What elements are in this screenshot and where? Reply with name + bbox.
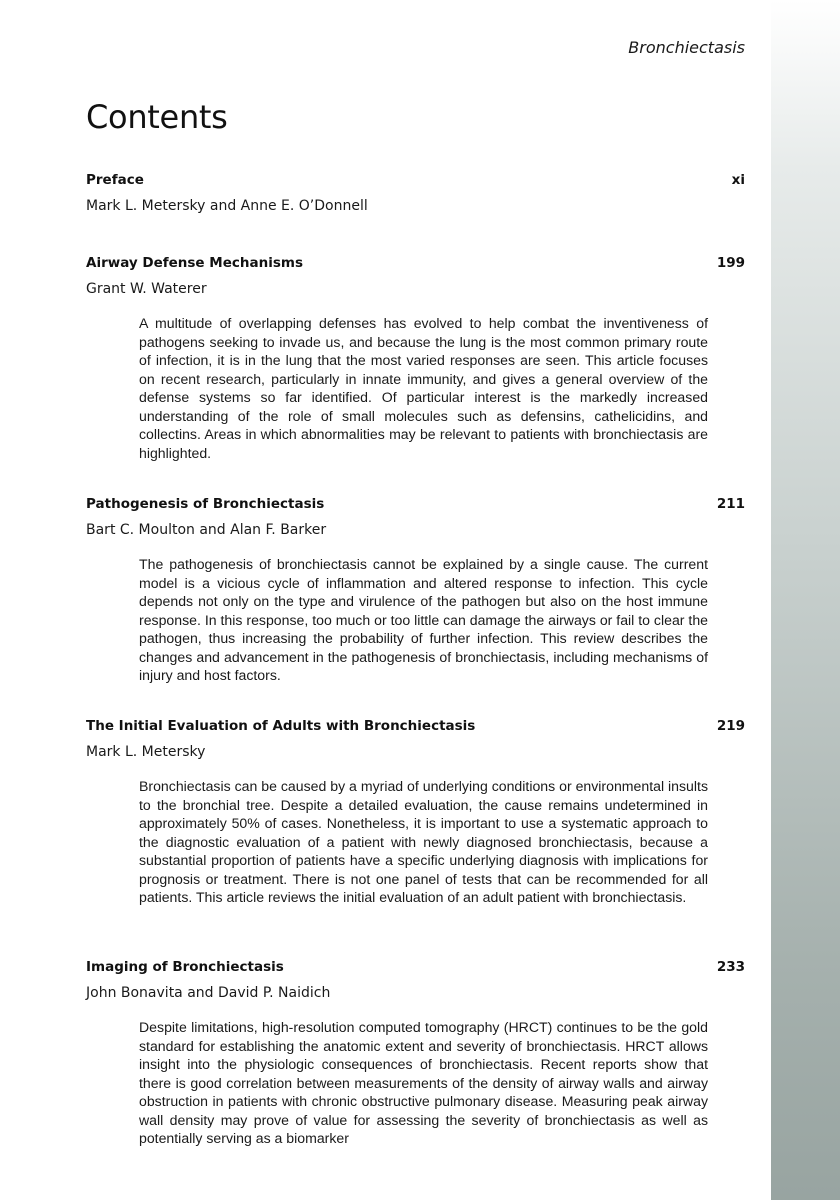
entry-header [86,496,745,516]
entry-abstract: A multitude of overlapping defenses has evolved to help combat the inventiveness of pathogens seeking to invade us, and because the lung is the most common primary route of infection, it is in the lung that the most varied responses are seen. This article focuses on recent research, particularly in innate immunity, and gives a general overview of the defense systems so far identified. Of particular interest is the markedly increased understanding of the role of small molecules such as defensins, cathelicidins, and collectins. Areas in which abnormalities may be relevant to patients with bronchiectasis are highlighted. [139,315,708,461]
entry-authors: Bart C. Moulton and Alan F. Barker [86,522,327,538]
entry-page-number: 233 [716,959,745,975]
entry-title[interactable]: Airway Defense Mechanisms [86,255,303,271]
entry-title[interactable]: Preface [86,172,144,188]
entry-authors: Mark L. Metersky and Anne E. O’Donnell [86,198,368,214]
entry-title[interactable]: Pathogenesis of Bronchiectasis [86,496,325,512]
entry-abstract: Bronchiectasis can be caused by a myriad of underlying conditions or environmental insults to the bronchial tree. Despite a detailed evaluation, the cause remains undetermined in approximately 50% of cases. Nonetheless, it is important to use a systematic approach to the diagnostic evaluation of a patient with newly diagnosed bronchiectasis, because a substantial proportion of patients have a specific underlying diagnosis with implications for prognosis or treatment. There is not one panel of tests that can be recommended for all patients. This article reviews the initial evaluation of an adult patient with bronchiectasis. [139,778,708,905]
entry-abstract: Despite limitations, high-resolution computed tomography (HRCT) continues to be the gold standard for establishing the anatomic extent and severity of bronchiectasis. HRCT allows insight into the physiologic consequences of bronchiectasis. Recent reports show that there is good correlation between measurements of the density of airway walls and airway obstruction in patients with chronic obstructive pulmonary disease. Measuring peak airway wall density may prove of value for assessing the severity of bronchiectasis as well as potentially serving as a biomarker [139,1019,708,1146]
toc-entry-airway-defense[interactable] [86,255,745,461]
entry-authors: John Bonavita and David P. Naidich [86,985,331,1001]
entry-header [86,172,745,192]
entry-header [86,718,745,738]
entry-page-number: xi [731,172,745,188]
toc-entry-imaging[interactable] [86,959,745,1146]
entry-abstract: The pathogenesis of bronchiectasis cannot be explained by a single cause. The current model is a vicious cycle of inflammation and altered response to infection. This cycle depends not only on the type and virulence of the pathogen but also on the host immune response. In this response, too much or too little can damage the airways or fail to clear the pathogen, thus increasing the probability of further infection. This review describes the changes and advancement in the pathogenesis of bronchiectasis, including mechanisms of injury and host factors. [139,556,708,683]
entry-authors: Mark L. Metersky [86,744,206,760]
toc-entry-preface[interactable] [86,172,745,214]
toc-entry-initial-evaluation[interactable] [86,718,745,905]
toc-entry-pathogenesis[interactable] [86,496,745,683]
running-head: Bronchiectasis [628,38,745,57]
entry-page-number: 211 [716,496,745,512]
entry-header [86,959,745,979]
page-title: Contents [86,98,228,136]
entry-page-number: 199 [716,255,745,271]
entry-page-number: 219 [716,718,745,734]
entry-title[interactable]: Imaging of Bronchiectasis [86,959,284,975]
entry-authors: Grant W. Waterer [86,281,207,297]
entry-title[interactable]: The Initial Evaluation of Adults with Bronchiectasis [86,718,476,734]
entry-header [86,255,745,275]
side-gradient-band [771,0,840,1200]
